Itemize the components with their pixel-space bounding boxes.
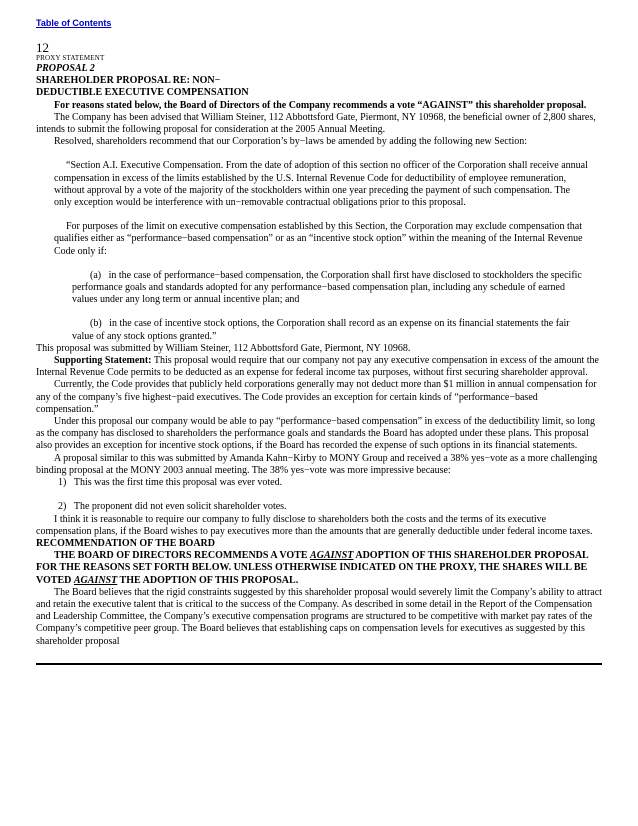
item-a: (a) in the case of performance−based compensation, the Corporation shall first have disclosed to stockholders the specific performance goals and standards adopted for any performance−based compensation plan, including any schedule of earned values under any long term or annual incentive plan; and — [72, 269, 582, 306]
purposes-paragraph: For purposes of the limit on executive compensation established by this Section, the Corporation may exclude compensation that qualifies either as “performance−based compensation” or as an “incentive stock option” within the meaning of the Internal Revenue Code only if: — [54, 221, 583, 257]
against-emphasis-2: AGAINST — [73, 574, 118, 586]
section-header: PROXY STATEMENT — [36, 54, 105, 62]
page-bottom-rule — [36, 663, 602, 665]
supporting-label: Supporting Statement: — [54, 355, 152, 367]
under-paragraph: Under this proposal our company would be able to pay “performance−based compensation” in excess of the deductibility limit, so long as the company has disclosed to shareholders the performance goals and standards the Board has adopted under these plans. This proposal also provides an exception for incentive stock options, if the Board has recorded the expense of such options in its financial statements. — [36, 416, 596, 452]
proposal-title-line1: SHAREHOLDER PROPOSAL RE: NON− — [36, 75, 221, 87]
intro-paragraph: The Company has been advised that William Steiner, 112 Abbottsford Gate, Piermont, NY 10968, the beneficial owner of 2,800 shares, intends to submit the following proposal for consideration at the 2005 Annual Meeting. — [36, 111, 596, 136]
supporting-statement — [36, 355, 602, 379]
recommendation-statement: THE BOARD OF DIRECTORS RECOMMENDS A VOTE AGAINST ADOPTION OF THIS SHAREHOLDER PROPOSAL FOR THE REASONS SET FORTH BELOW. UNLESS OTHERWISE INDICATED ON THE PROXY, THE SHARES WILL BE VOTED AGAINST THE ADOPTION OF THIS PROPOSAL. — [36, 550, 589, 586]
table-of-contents-link[interactable]: Table of Contents — [36, 18, 112, 28]
proposal-label: PROPOSAL 2 — [36, 63, 95, 74]
resolved-paragraph: Resolved, shareholders recommend that our Corporation’s by−laws be amended by adding the following new Section: — [54, 136, 528, 148]
similar-paragraph: A proposal similar to this was submitted by Amanda Kahn−Kirby to MONY Group and received a 38% yes−vote as a more challenging binding proposal at the MONY 2003 annual meeting. The 38% yes−vote was more impressive because: — [36, 452, 598, 476]
section-text-quote: “Section A.I. Executive Compensation. From the date of adoption of this section no officer of the Corporation shall receive annual compensation in excess of the limits established by the U.S. Internal Revenue Code for deductibility of employee remuneration, without approval by a vote of the majority of the stockholders within one year preceding the payment of such compensation. The only exception would be interference with un−removable contractual obligations prior to this proposal. — [54, 160, 588, 209]
think-paragraph: I think it is reasonable to require our company to fully disclose to shareholders both the costs and the terms of its executive compensation plans, if the Board wishes to pay executives more than the amounts that are generally deductible under federal income taxes. — [36, 513, 593, 537]
page-content — [36, 41, 602, 648]
currently-paragraph: Currently, the Code provides that publicly held corporations generally may not deduct more than $1 million in annual compensation for any of the company’s five highest−paid executives. The Code provides an exception for certain kinds of “performance−based compensation.” — [36, 379, 597, 415]
proposal-title-line2: DEDUCTIBLE EXECUTIVE COMPENSATION — [36, 87, 249, 99]
submitted-by: This proposal was submitted by William Steiner, 112 Abbottsford Gate, Piermont, NY 10968. — [36, 342, 411, 354]
item-b: (b) in the case of incentive stock options, the Corporation shall record as an expense on its financial statements the fair value of any stock options granted.” — [72, 318, 570, 342]
board-recommendation-intro: For reasons stated below, the Board of Directors of the Company recommends a vote “AGAINST” this shareholder proposal. — [54, 99, 587, 111]
page-number: 12 — [36, 40, 49, 55]
recommendation-heading: RECOMMENDATION OF THE BOARD — [36, 537, 215, 549]
recommendation-body: The Board believes that the rigid constraints suggested by this shareholder proposal would severely limit the Company’s ability to attract and retain the executive talent that is critical to the success of the Company. As described in some detail in the Report of the Compensation and Leadership Committee, the Company’s executive compensation programs are structured to be competitive with market pay rates of the Company’s competitive peer group. The Board believes that establishing caps on compensation levels for executives as suggested by this shareholder proposal — [36, 586, 602, 647]
against-emphasis: AGAINST — [310, 550, 354, 562]
reason-1: 1) This was the first time this proposal was ever voted. — [58, 477, 283, 489]
reason-2: 2) The proponent did not even solicit shareholder votes. — [58, 501, 287, 513]
supporting-text: This proposal would require that our company not pay any executive compensation in excess of the amount the Internal Revenue Code permits to be deducted as an expense for federal income tax purposes, without first securing shareholder approval. — [36, 355, 599, 379]
